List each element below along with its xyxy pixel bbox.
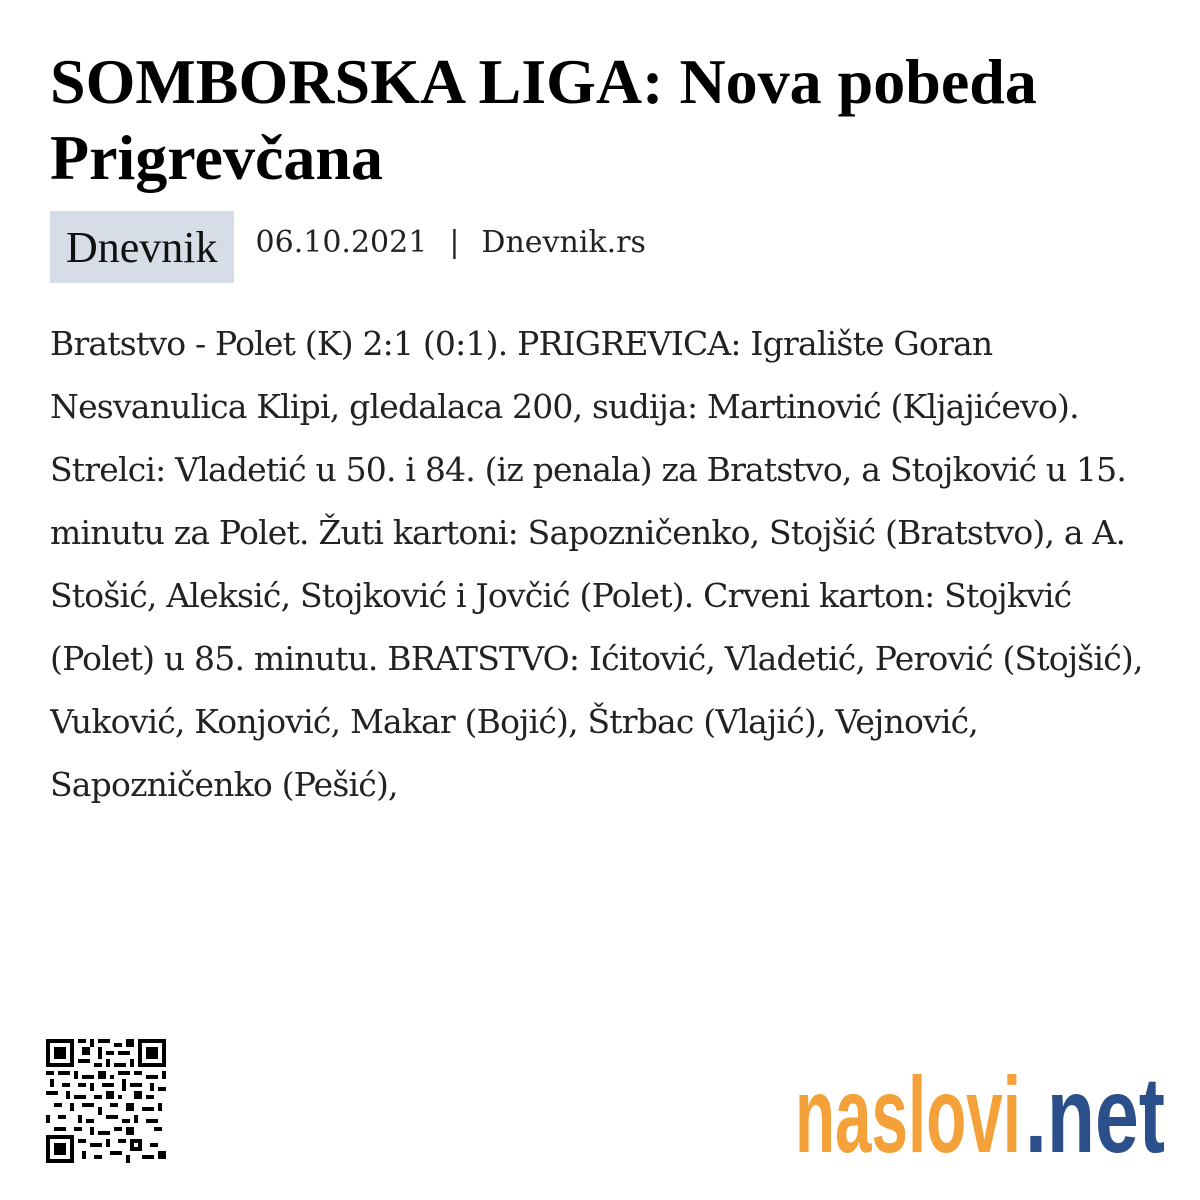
article-site[interactable]: Dnevnik.rs (481, 225, 646, 260)
article-meta (50, 211, 646, 283)
source-badge[interactable]: Dnevnik (50, 211, 234, 283)
logo-text-net: .net (1025, 1062, 1165, 1166)
qr-code-icon[interactable] (46, 1038, 166, 1164)
naslovi-logo[interactable] (795, 1062, 1167, 1166)
logo-text-naslovi: naslovi (795, 1062, 1021, 1166)
article-title: SOMBORSKA LIGA: Nova pobeda Prigrevčana (50, 46, 1037, 193)
meta-separator: | (449, 225, 460, 260)
article-date: 06.10.2021 (255, 225, 428, 260)
article-body: Bratstvo - Polet (K) 2:1 (0:1). PRIGREVICA: Igralište Goran Nesvanulica Klipi, gledalaca 200, sudija: Martinović (Kljajićevo). Strelci: Vladetić u 50. i 84. (iz penala) za Bratstvo, a Stojković u 15. minutu za Polet. Žuti kartoni: Sapozničenko, Stojšić (Bratstvo), a A. Stošić, Aleksić, Stojković i Jovčić (Polet). Crveni karton: Stojkvić (Polet) u 85. minutu. BRATSTVO: Ićitović, Vladetić, Perović (Stojšić), Vuković, Konjović, Makar (Bojić), Štrbac (Vlajić), Vejnović, Sapozničenko (Pešić), (50, 324, 1143, 804)
meta-line (256, 225, 646, 260)
